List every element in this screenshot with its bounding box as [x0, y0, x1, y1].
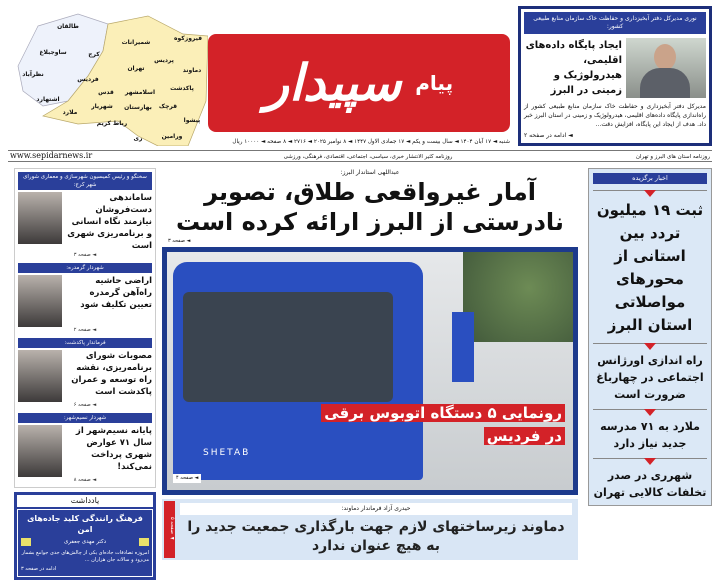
website-link[interactable]: www.sepidarnews.ir [10, 151, 93, 160]
item-kicker: شهردار گرمدره: [18, 263, 152, 273]
list-item[interactable] [18, 263, 152, 334]
list-item[interactable] [18, 172, 152, 259]
list-item[interactable] [593, 190, 707, 337]
bus-background [452, 312, 474, 382]
map-label: شهریار [91, 103, 113, 110]
bus-plate: SHETAB [203, 448, 251, 458]
trees [463, 252, 573, 342]
item-photo [18, 192, 62, 244]
quote-icon [139, 538, 149, 546]
bottom-page-tag: ◄ صفحه ۵ [164, 501, 175, 558]
map-label: ری [133, 135, 143, 142]
item-kicker: فرماندار پاکدشت: [18, 338, 152, 348]
main-page-ref: ◄ صفحه ۳ [168, 238, 191, 244]
main-area [8, 168, 712, 580]
map-label: پیشوا [183, 117, 201, 124]
item-title[interactable]: مصوبات شورای برنامه‌ریزی، نقشه راه توسعه و عمران پاکدشت است [71, 351, 152, 397]
featured-news-column [588, 168, 712, 506]
item-page: ◄ صفحه ۸ [73, 477, 97, 483]
logo-wordmark: سپیدار [264, 53, 402, 112]
item-title[interactable]: ملارد به ۷۱ مدرسه جدید نیاز دارد [600, 420, 700, 450]
left-news-column [14, 168, 156, 488]
item-title[interactable]: شهرری در صدر تخلفات کالایی تهران [593, 469, 707, 499]
bottom-story[interactable] [162, 499, 578, 560]
bottom-headline[interactable]: دماوند زیرساختهای لازم جهت بارگذاری جمعیت جدید را به هیچ عنوان ندارد [187, 519, 565, 554]
map-label: بهارستان [124, 104, 152, 111]
caption-line: رونمایی ۵ دستگاه اتوبوس برقی [321, 404, 565, 422]
list-item[interactable] [18, 413, 152, 484]
masthead-rule [8, 150, 712, 162]
item-photo [18, 425, 62, 477]
item-page: ◄ صفحه ۶ [73, 402, 97, 408]
top-story-photo [626, 38, 706, 98]
quote-icon [21, 538, 31, 546]
newspaper-logo [208, 34, 510, 132]
center-column [162, 168, 578, 560]
map-label: پاکدشت [170, 85, 194, 92]
caption-line: در فردیس [484, 427, 565, 445]
map-label: رباط کریم [96, 120, 128, 127]
map-label: ساوجبلاغ [39, 49, 67, 56]
map-label: قرچک [158, 103, 178, 110]
masthead-center [208, 6, 518, 146]
item-title[interactable]: اراضی حاشیه راه‌آهن گرمدره تعیین تکلیف شود [80, 276, 152, 310]
item-kicker: شهردار نسیم‌شهر: [18, 413, 152, 423]
item-page: ◄ صفحه ۳ [73, 252, 97, 258]
list-item[interactable] [593, 409, 707, 452]
main-kicker: عبداللهی استاندار البرز: [340, 169, 400, 176]
featured-section-title: اخبار برگزیده [593, 173, 707, 184]
item-kicker: سخنگو و رئیس کمیسیون شهرسازی و معماری شورای شهر کرج: [18, 172, 152, 190]
item-page: ◄ صفحه ۲ [73, 327, 97, 333]
top-story-body: مدیرکل دفتر آبخیزداری و حفاظت خاک سازمان منابع طبیعی کشور از راه‌اندازی پایگاه داده‌های اقلیمی، هیدرولوژیک و زمینی در استان البرز خبر داد. هدف از ایجاد این پایگاه، افزایش دقت... [524, 103, 706, 128]
map-label: قدس [98, 89, 114, 96]
triangle-icon [644, 343, 656, 350]
item-title[interactable]: ساماندهی دست‌فروشان نیازمند نگاه انسانی و برنامه‌ریزی شهری است [67, 193, 152, 251]
main-headline[interactable]: آمار غیرواقعی طلاق، تصویر نادرستی از البرز ارائه کرده است [176, 178, 564, 236]
triangle-icon [644, 458, 656, 465]
main-photo[interactable] [162, 247, 578, 495]
note-title[interactable]: فرهنگ رانندگی کلید جاده‌های امن [27, 514, 143, 534]
photo-caption[interactable] [315, 402, 565, 448]
item-title[interactable]: ثبت ۱۹ میلیون تردد بین استانی از محورهای مواصلاتی استان البرز [596, 201, 704, 334]
list-item[interactable] [18, 338, 152, 409]
note-author: دکتر مهدی جعفری [63, 539, 107, 545]
map-label: اسلامشهر [124, 89, 156, 96]
item-photo [18, 275, 62, 327]
logo-prefix: پیام [415, 71, 454, 95]
map-label: پردیس [154, 57, 174, 64]
paper-description: روزنامه کثیر الانتشار خبری، سیاسی، اجتماعی، اقتصادی، فرهنگی، ورزشی [283, 154, 453, 160]
map-label: ورامین [161, 133, 183, 140]
map-label: طالقان [57, 23, 79, 30]
map-label: فیروزکوه [173, 35, 203, 42]
map-label: کرج [88, 51, 100, 58]
map-label: نظرآباد [22, 71, 44, 78]
map-label: اشتهارد [36, 96, 60, 103]
paper-region: روزنامه استان های البرز و تهران [635, 154, 710, 160]
masthead [8, 6, 712, 146]
map-label: فردیس [77, 76, 99, 83]
province-map [8, 6, 208, 146]
item-title[interactable]: پایانه نسیم‌شهر از سال ۷۱ عوارض شهری پرداخت نمی‌کند! [75, 426, 152, 472]
map-label: دماوند [182, 67, 202, 74]
note-body: امروزه تصادفات جاده‌ای یکی از چالش‌های جدی جوامع بشمار می‌رود و سالانه جان هزاران ... [21, 550, 149, 563]
note-section: یادداشت [17, 495, 153, 507]
dateline: شنبه ◄ ۱۷ آبان ۱۴۰۴ ◄ سال بیست و یکم ◄ ۱۷ جمادی الاول ۱۴۴۷ ◄ ۸ نوامبر ۲۰۲۵ ◄ ۲۷۱۶ ◄ ۸ صفحه ◄ ۱۰۰۰۰ ریال [232, 139, 510, 145]
note-more-link[interactable]: ادامه در صفحه ۳ [21, 566, 57, 572]
triangle-icon [644, 409, 656, 416]
item-photo [18, 350, 62, 402]
top-story-headline[interactable]: ایجاد پایگاه داده‌های اقلیمی، هیدرولوژیک و زمینی در البرز [525, 40, 622, 96]
triangle-icon [644, 190, 656, 197]
map-label: شمیرانات [121, 39, 151, 46]
item-title[interactable]: راه اندازی اورژانس اجتماعی در چهارباغ ضرورت است [596, 354, 704, 401]
top-story-kicker: نوری مدیرکل دفتر آبخیزداری و حفاظت خاک سازمان منابع طبیعی کشور: [524, 12, 706, 34]
left-area [14, 168, 156, 580]
top-story-box[interactable] [518, 6, 712, 146]
note-box[interactable] [14, 492, 156, 580]
map-label: ملارد [62, 109, 78, 116]
list-item[interactable] [593, 343, 707, 403]
photo-page-ref: ◄ صفحه ۴ [173, 474, 201, 483]
list-item[interactable] [593, 458, 707, 501]
bottom-kicker: حیدری آزاد فرماندار دماوند: [180, 503, 572, 515]
top-story-more-link[interactable]: ◄ ادامه در صفحه ۲ [524, 132, 573, 139]
map-label: تهران [127, 65, 145, 72]
